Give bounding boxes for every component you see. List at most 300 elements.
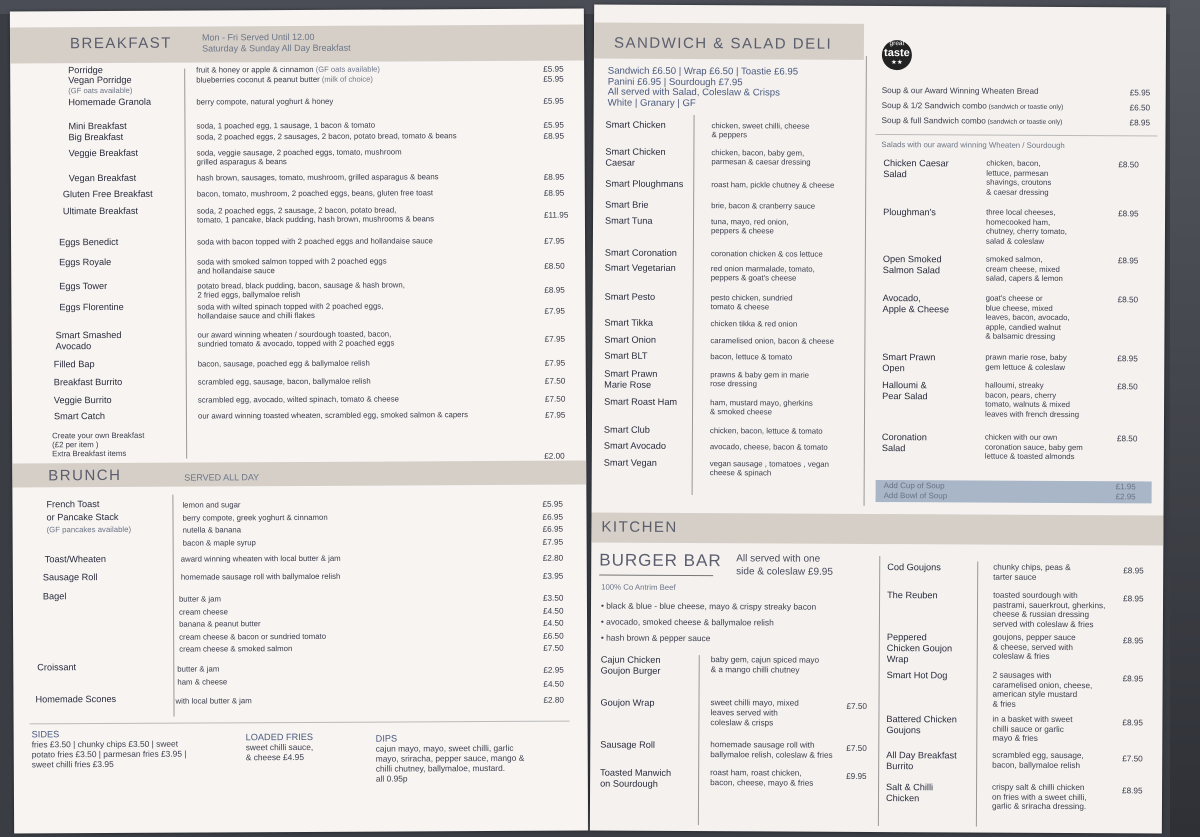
kitchen-item-desc: garlic & sriracha dressing. bbox=[991, 801, 1087, 812]
dips-line: mayo, sriracha, pepper sauce, mango & bbox=[375, 752, 525, 764]
sandwich-desc: ham, mustard mayo, gherkins bbox=[710, 398, 813, 408]
salad-name: Chicken Caesar bbox=[883, 158, 949, 169]
salad-desc: leaves with french dressing bbox=[985, 409, 1080, 419]
kitchen-item-name: Smart Hot Dog bbox=[886, 670, 948, 681]
sausage-roll-price: £3.95 bbox=[542, 571, 564, 581]
kitchen-item-name: Chicken bbox=[885, 793, 920, 804]
loaded-fries-line: & cheese £4.95 bbox=[245, 751, 305, 763]
salad-name: Salad bbox=[881, 443, 906, 454]
breakfast-item-price: £11.95 bbox=[543, 210, 569, 220]
breakfast-item-price: £5.95 bbox=[543, 74, 564, 84]
breakfast-item-desc: scrambled egg, avocado, wilted spinach, tomato & cheese bbox=[197, 394, 400, 405]
kitchen-item-price: £8.95 bbox=[1122, 674, 1144, 684]
breakfast-item-price: £5.95 bbox=[543, 64, 564, 74]
salad-desc: chutney, cherry tomato, bbox=[985, 226, 1067, 236]
breakfast-item-desc: soda with bacon topped with 2 poached eggs and hollandaise sauce bbox=[197, 236, 433, 247]
sandwich-desc: caramelised onion, bacon & cheese bbox=[710, 336, 834, 346]
kitchen-item-name: All Day Breakfast bbox=[886, 750, 957, 761]
sandwich-name: Marie Rose bbox=[604, 379, 652, 390]
create-own-line-2: (£2 per item ) bbox=[52, 440, 99, 450]
sausage-roll-desc: homemade sausage roll with ballymaloe relish bbox=[180, 571, 341, 582]
breakfast-item-name: Gluten Free Breakfast bbox=[62, 188, 153, 200]
breakfast-hours-1: Mon - Fri Served Until 12.00 bbox=[201, 31, 315, 43]
breakfast-item-price: £7.95 bbox=[544, 358, 566, 368]
salad-price: £8.50 bbox=[1116, 434, 1138, 444]
brunch-title: BRUNCH bbox=[48, 466, 122, 485]
salad-name: Salad bbox=[883, 169, 907, 180]
salad-desc: gem lettuce & coleslaw bbox=[985, 362, 1066, 372]
sandwich-desc: tuna, mayo, red onion, bbox=[711, 217, 789, 227]
kitchen-item-desc: ballymaloe relish, coleslaw & fries bbox=[710, 750, 833, 760]
breakfast-item-desc: bacon, sausage, poached egg & ballymaloe relish bbox=[197, 358, 370, 369]
croissant-option: butter & jam bbox=[177, 664, 220, 674]
salad-desc: lettuce, parmesan bbox=[986, 168, 1049, 178]
kitchen-item-desc: scrambled egg, sausage, bbox=[992, 750, 1084, 761]
breakfast-item-desc: sundried tomato & avocado, topped with 2 poached eggs bbox=[197, 338, 395, 349]
french-toast-price: £5.95 bbox=[542, 499, 563, 509]
kitchen-item-desc: sweet chilli mayo, mixed bbox=[710, 698, 799, 708]
deli-divider bbox=[692, 115, 695, 495]
dips-line: chilli chutney, ballymaloe, mustard. bbox=[375, 762, 506, 774]
breakfast-divider bbox=[184, 69, 187, 459]
salad-price: £8.50 bbox=[1117, 295, 1139, 305]
breakfast-item-desc: soda, veggie sausage, 2 poached eggs, tomato, mushroom bbox=[196, 147, 402, 158]
sandwich-name: Smart Prawn bbox=[604, 368, 658, 379]
sandwich-name: Smart Coronation bbox=[604, 247, 677, 258]
kitchen-item-desc: in a basket with sweet bbox=[992, 714, 1073, 725]
bagel-option: banana & peanut butter bbox=[179, 619, 261, 629]
sandwich-name: Smart Ploughmans bbox=[605, 178, 684, 189]
sandwich-desc: prawns & baby gem in marie bbox=[710, 370, 810, 380]
salad-name: Pear Salad bbox=[882, 391, 928, 402]
sandwich-desc: & peppers bbox=[711, 130, 748, 140]
breakfast-item-price: £8.95 bbox=[543, 172, 565, 182]
addon-cup-label: Add Cup of Soup bbox=[883, 481, 945, 491]
sides-divider bbox=[30, 721, 570, 725]
kitchen-right-divider bbox=[976, 562, 978, 827]
sandwich-name: Smart Onion bbox=[604, 334, 657, 345]
breakfast-item-price: £5.95 bbox=[543, 120, 564, 130]
bagel-option: cream cheese bbox=[178, 606, 229, 617]
breakfast-item-name: Smart Catch bbox=[53, 411, 106, 422]
soup-addon-box bbox=[876, 480, 1152, 503]
salad-desc: three local cheeses, bbox=[986, 207, 1056, 217]
kitchen-item-price: £8.95 bbox=[1123, 594, 1144, 604]
breakfast-item-desc: our award winning wheaten / sourdough toasted, bacon, bbox=[197, 329, 392, 340]
create-own-line-1: Create your own Breakfast bbox=[52, 430, 145, 441]
salad-desc: & caesar dressing bbox=[986, 187, 1049, 197]
sandwich-desc: avocado, cheese, bacon & tomato bbox=[709, 442, 828, 452]
breakfast-item-note: (milk of choice) bbox=[319, 74, 373, 84]
sandwich-desc: vegan sausage , tomatoes , vegan bbox=[709, 459, 829, 469]
breakfast-item-name: (GF oats available) bbox=[68, 85, 133, 96]
salad-name: Open bbox=[882, 363, 905, 374]
badge-main-text: taste bbox=[884, 47, 910, 60]
deli-title: SANDWICH & SALAD DELI bbox=[613, 34, 833, 53]
salad-name: Apple & Cheese bbox=[882, 304, 950, 315]
soup-option: Soup & 1/2 Sandwich combo (sandwich or toastie only) bbox=[881, 101, 1064, 111]
breakfast-item-price: £7.95 bbox=[544, 410, 566, 420]
sandwich-desc: chicken, bacon, baby gem, bbox=[711, 148, 805, 158]
kitchen-item-name: Burrito bbox=[886, 761, 914, 772]
bagel-price: £6.50 bbox=[543, 631, 564, 641]
salad-desc: lettuce & toasted almonds bbox=[984, 451, 1075, 462]
breakfast-item-price: £7.50 bbox=[544, 376, 566, 386]
sandwich-desc: chicken, bacon, lettuce & tomato bbox=[709, 426, 823, 436]
sides-title: SIDES bbox=[31, 729, 60, 740]
breakfast-item-desc: tomato, 1 pancake, black pudding, hash brown, mushrooms & beans bbox=[196, 214, 435, 225]
breakfast-item-desc: soda with wilted spinach topped with 2 poached eggs, bbox=[197, 301, 384, 312]
kitchen-item-desc: mayo & fries bbox=[992, 733, 1038, 743]
kitchen-item-price: £9.95 bbox=[846, 771, 867, 781]
breakfast-item-desc: hash brown, sausages, tomato, mushroom, grilled asparagus & beans bbox=[196, 172, 439, 183]
salad-desc: blue cheese, mixed bbox=[985, 303, 1053, 313]
beef-note: 100% Co Antrim Beef bbox=[601, 582, 676, 592]
sandwich-desc: roast ham, pickle chutney & cheese bbox=[711, 180, 835, 190]
breakfast-item-desc: soda with smoked salmon topped with 2 poached eggs bbox=[197, 256, 387, 267]
breakfast-item-price: £7.50 bbox=[544, 394, 566, 404]
sandwich-desc: red onion marmalade, tomato, bbox=[710, 264, 815, 274]
kitchen-item-desc: baby gem, cajun spiced mayo bbox=[710, 655, 820, 665]
kitchen-item-name: Goujons bbox=[886, 725, 921, 736]
kitchen-item-desc: crispy salt & chilli chicken bbox=[992, 782, 1085, 793]
kitchen-item-price: £8.95 bbox=[1122, 636, 1144, 646]
breakfast-item-name: Smart Smashed bbox=[55, 329, 122, 341]
breakfast-item-price: £8.95 bbox=[544, 285, 565, 295]
breakfast-item-price: £8.50 bbox=[544, 261, 565, 271]
kitchen-item-price: £8.95 bbox=[1122, 718, 1143, 728]
sides-line: potato fries £3.50 | parmesan fries £3.95 | bbox=[31, 748, 187, 760]
kitchen-item-name: Toasted Manwich bbox=[600, 767, 672, 778]
breakfast-item-name: Eggs Benedict bbox=[59, 236, 119, 248]
kitchen-item-desc: & a mango chilli chutney bbox=[710, 665, 800, 675]
kitchen-item-desc: toasted sourdough with bbox=[993, 590, 1078, 601]
sandwich-name: Smart Vegetarian bbox=[604, 262, 676, 273]
burger-option: • black & blue - blue cheese, mayo & crispy streaky bacon bbox=[600, 600, 817, 612]
french-toast-price: £6.95 bbox=[542, 524, 564, 534]
breakfast-item-price: £7.95 bbox=[544, 236, 565, 246]
bagel-option: butter & jam bbox=[178, 594, 222, 604]
kitchen-item-name: on Sourdough bbox=[600, 778, 658, 789]
kitchen-item-name: Battered Chicken bbox=[886, 714, 957, 725]
kitchen-title: KITCHEN bbox=[601, 518, 678, 536]
breakfast-item-desc: grilled asparagus & beans bbox=[196, 157, 287, 167]
croissant-price: £4.50 bbox=[543, 679, 564, 689]
salads-header: Salads with our award winning Wheaten / Sourdough bbox=[881, 140, 1065, 150]
soup-option: Soup & our Award Winning Wheaten Bread bbox=[881, 86, 1039, 96]
breakfast-item-name: Eggs Tower bbox=[59, 281, 108, 292]
salad-desc: goat's cheese or bbox=[985, 293, 1043, 303]
sandwich-desc: cheese & spinach bbox=[709, 468, 772, 478]
breakfast-title: BREAKFAST bbox=[69, 34, 172, 53]
kitchen-item-desc: & cheese, served with bbox=[992, 642, 1073, 652]
salad-desc: chicken with our own bbox=[984, 432, 1058, 442]
sandwich-name: Smart Club bbox=[603, 424, 650, 435]
bagel-price: £4.50 bbox=[543, 618, 564, 628]
croissant-price: £2.95 bbox=[543, 665, 564, 675]
breakfast-item-price: £7.95 bbox=[544, 334, 566, 344]
french-toast-option: berry compote, greek yoghurt & cinnamon bbox=[182, 512, 328, 523]
breakfast-item-name: Breakfast Burrito bbox=[53, 376, 123, 388]
kitchen-item-name: Sausage Roll bbox=[600, 739, 655, 750]
sandwich-desc: peppers & goat's cheese bbox=[710, 273, 797, 283]
breakfast-item-name: Vegan Porridge bbox=[68, 74, 132, 86]
breakfast-item-desc: and hollandaise sauce bbox=[197, 266, 275, 276]
kitchen-item-desc: chunky chips, peas & bbox=[993, 562, 1071, 573]
badge-top-text: great bbox=[889, 40, 905, 48]
bagel-name: Bagel bbox=[42, 591, 67, 602]
burger-served-1: All served with one bbox=[736, 553, 821, 565]
salad-desc: salad, capers & lemon bbox=[985, 273, 1063, 283]
salad-name: Smart Prawn bbox=[882, 352, 936, 363]
salad-desc: leaves, bacon, avocado, bbox=[985, 312, 1070, 323]
kitchen-item-price: £7.50 bbox=[1122, 754, 1143, 764]
soup-note: (sandwich or toastie only) bbox=[985, 118, 1063, 126]
kitchen-item-name: Goujon Burger bbox=[600, 665, 661, 676]
scones-desc: with local butter & jam bbox=[175, 696, 252, 706]
dips-title: DIPS bbox=[375, 733, 398, 744]
kitchen-item-name: Goujon Wrap bbox=[600, 697, 655, 708]
salad-price: £8.95 bbox=[1118, 209, 1139, 219]
sandwich-name: Smart Chicken bbox=[605, 119, 666, 130]
burger-served-2: side & coleslaw £9.95 bbox=[736, 566, 833, 578]
breakfast-item-name: Filled Bap bbox=[53, 359, 95, 370]
french-toast-note: (GF pancakes available) bbox=[46, 524, 132, 535]
bagel-option: cream cheese & bacon or sundried tomato bbox=[179, 631, 327, 642]
burger-option: • hash brown & pepper sauce bbox=[600, 632, 711, 644]
salad-desc: smoked salmon, bbox=[985, 254, 1043, 264]
badge-stars: ★★ bbox=[891, 59, 903, 67]
scones-price: £2.80 bbox=[543, 695, 564, 705]
breakfast-item-desc: soda, 2 poached eggs, 2 sausages, 2 bacon, potato bread, tomato & beans bbox=[196, 131, 457, 142]
breakfast-item-name: Big Breakfast bbox=[68, 131, 124, 143]
bagel-price: £7.50 bbox=[543, 643, 564, 653]
kitchen-item-desc: 2 sausages with bbox=[992, 670, 1052, 680]
breakfast-item-price: £8.95 bbox=[543, 131, 565, 141]
breakfast-item-desc: berry compote, natural yoghurt & honey bbox=[196, 96, 334, 107]
breakfast-item-name: Mini Breakfast bbox=[68, 120, 127, 132]
kitchen-item-desc: goujons, pepper sauce bbox=[992, 632, 1076, 643]
sausage-roll-name: Sausage Roll bbox=[42, 572, 98, 583]
breakfast-item-desc: bacon, tomato, mushroom, 2 poached eggs, beans, gluten free toast bbox=[196, 188, 434, 199]
salad-name: Ploughman's bbox=[883, 207, 936, 218]
sandwich-name: Smart Pesto bbox=[604, 291, 656, 302]
croissant-name: Croissant bbox=[37, 662, 77, 673]
breakfast-item-price: £7.95 bbox=[544, 306, 565, 316]
salad-price: £8.50 bbox=[1117, 382, 1138, 392]
breakfast-item-name: Ultimate Breakfast bbox=[62, 205, 138, 217]
sandwich-name: Smart Roast Ham bbox=[604, 396, 678, 407]
kitchen-item-desc: coleslaw & crisps bbox=[710, 718, 774, 728]
great-taste-badge bbox=[882, 40, 912, 70]
kitchen-item-price: £7.50 bbox=[846, 701, 868, 711]
sandwich-name: Caesar bbox=[605, 157, 635, 168]
breakfast-item-desc: soda, 1 poached egg, 1 sausage, 1 bacon & tomato bbox=[196, 120, 376, 131]
kitchen-item-name: Peppered bbox=[886, 632, 927, 643]
kitchen-mid-divider bbox=[878, 556, 880, 826]
breakfast-item-desc: scrambled egg, sausage, bacon, ballymaloe relish bbox=[197, 376, 371, 387]
breakfast-item-price: £5.95 bbox=[543, 96, 564, 106]
breakfast-item-name: Veggie Burrito bbox=[53, 394, 112, 406]
kitchen-item-name: Wrap bbox=[886, 654, 909, 665]
french-toast-name: or Pancake Stack bbox=[46, 511, 119, 523]
soup-note: (sandwich or toastie only) bbox=[986, 103, 1064, 111]
breakfast-item-name: Eggs Florentine bbox=[59, 301, 124, 313]
deli-price-line: White | Granary | GF bbox=[607, 97, 696, 109]
breakfast-item-name: Vegan Breakfast bbox=[68, 172, 137, 184]
croissant-option: ham & cheese bbox=[177, 677, 228, 687]
kitchen-item-price: £7.50 bbox=[846, 743, 867, 753]
salad-desc: coronation sauce, baby gem bbox=[984, 442, 1083, 452]
brunch-subtitle: SERVED ALL DAY bbox=[184, 472, 260, 483]
sandwich-desc: tomato & cheese bbox=[710, 302, 770, 312]
breakfast-hours-2: Saturday & Sunday All Day Breakfast bbox=[202, 42, 351, 54]
salad-desc: homecooked ham, bbox=[986, 217, 1051, 227]
breakfast-item-name: Homemade Granola bbox=[68, 96, 152, 108]
salad-desc: cream cheese, mixed bbox=[985, 264, 1060, 274]
bagel-price: £4.50 bbox=[542, 606, 564, 616]
french-toast-option: nutella & banana bbox=[182, 525, 242, 535]
salad-name: Coronation bbox=[881, 432, 927, 443]
breakfast-item-name: Avocado bbox=[55, 341, 92, 352]
kitchen-item-name: Chicken Goujon bbox=[886, 643, 953, 654]
french-toast-option: lemon and sugar bbox=[182, 500, 241, 510]
scones-name: Homemade Scones bbox=[35, 693, 117, 705]
sandwich-name: Smart Chicken bbox=[605, 146, 666, 157]
toast-desc: award winning wheaten with local butter & jam bbox=[180, 553, 341, 564]
breakfast-item-desc: fruit & honey or apple & cinnamon (GF oats available) bbox=[196, 64, 380, 75]
salad-desc: apple, candied walnut bbox=[985, 322, 1061, 332]
brunch-divider bbox=[172, 495, 174, 717]
menu-page-left bbox=[10, 9, 588, 834]
addon-bowl-label: Add Bowl of Soup bbox=[883, 491, 948, 501]
kitchen-item-desc: homemade sausage roll with bbox=[710, 740, 815, 750]
loaded-fries-line: sweet chilli sauce, bbox=[245, 741, 314, 753]
sandwich-name: Smart Brie bbox=[605, 199, 649, 210]
deli-price-line: Panini £6.95 | Sourdough £7.95 bbox=[607, 76, 743, 88]
bagel-option: cream cheese & smoked salmon bbox=[179, 644, 293, 654]
breakfast-item-name: Porridge bbox=[68, 65, 103, 76]
salad-desc: chicken, bacon, bbox=[986, 158, 1041, 168]
bagel-price: £3.50 bbox=[542, 593, 564, 603]
deli-salad-divider bbox=[864, 56, 867, 506]
kitchen-item-desc: cheese & russian dressing bbox=[992, 609, 1090, 620]
breakfast-item-desc: 2 fried eggs, ballymaloe relish bbox=[197, 289, 301, 300]
breakfast-item-desc: potato bread, black pudding, bacon, sausage & hash brown, bbox=[197, 280, 405, 291]
dips-line: cajun mayo, mayo, sweet chilli, garlic bbox=[375, 742, 514, 754]
addon-bowl-price: £2.95 bbox=[1115, 492, 1136, 502]
kitchen-item-desc: american style mustard bbox=[992, 689, 1078, 700]
sandwich-desc: coronation chicken & cos lettuce bbox=[710, 249, 823, 259]
sandwich-name: Smart Tikka bbox=[604, 317, 654, 328]
salad-price: £8.50 bbox=[1118, 160, 1139, 170]
sandwich-desc: pesto chicken, sundried bbox=[710, 293, 793, 303]
breakfast-item-desc: blueberries coconut & peanut butter (milk of choice) bbox=[196, 74, 373, 85]
breakfast-item-name: Veggie Breakfast bbox=[68, 147, 139, 159]
kitchen-item-desc: bacon, ballymaloe relish bbox=[992, 760, 1081, 770]
salad-name: Open Smoked bbox=[882, 254, 942, 265]
deli-price-line: Sandwich £6.50 | Wrap £6.50 | Toastie £6.95 bbox=[607, 65, 799, 78]
breakfast-item-name: Eggs Royale bbox=[59, 256, 112, 268]
french-toast-price: £6.95 bbox=[542, 512, 564, 522]
sandwich-desc: chicken tikka & red onion bbox=[710, 319, 798, 329]
sandwich-name: Smart Avocado bbox=[603, 440, 667, 451]
sandwich-desc: chicken, sweet chilli, cheese bbox=[711, 121, 810, 131]
deli-price-line: All served with Salad, Coleslaw & Crisps bbox=[607, 86, 780, 99]
sandwich-desc: & smoked cheese bbox=[710, 407, 773, 417]
burger-bar-title: BURGER BAR bbox=[599, 550, 722, 571]
salad-desc: prawn marie rose, baby bbox=[985, 352, 1067, 362]
salad-name: Salmon Salad bbox=[882, 265, 941, 276]
soup-price: £5.95 bbox=[1129, 88, 1151, 98]
background-edge bbox=[1170, 0, 1200, 837]
kitchen-item-desc: served with coleslaw & fries bbox=[992, 619, 1094, 629]
kitchen-item-desc: caramelised onion, cheese, bbox=[992, 680, 1093, 690]
salad-desc: tomato, walnuts & mixed bbox=[985, 399, 1071, 410]
kitchen-item-desc: roast ham, roast chicken, bbox=[710, 768, 802, 778]
burger-underline bbox=[599, 575, 713, 577]
dips-line: all 0.95p bbox=[375, 773, 408, 784]
french-toast-name: French Toast bbox=[46, 499, 100, 510]
salad-name: Halloumi & bbox=[882, 380, 927, 391]
kitchen-item-desc: coleslaw & fries bbox=[992, 651, 1050, 661]
create-own-price: £2.00 bbox=[544, 451, 565, 461]
create-own-line-3: Extra Breakfast items bbox=[52, 448, 127, 459]
kitchen-item-name: Cajun Chicken bbox=[600, 654, 661, 665]
sandwich-desc: rose dressing bbox=[710, 379, 758, 389]
kitchen-item-desc: tarter sauce bbox=[993, 572, 1037, 582]
salad-desc: halloumi, streaky bbox=[985, 380, 1044, 390]
kitchen-item-desc: leaves served with bbox=[710, 708, 778, 718]
breakfast-item-desc: soda, 2 poached eggs, 2 sausage, 2 bacon, potato bread, bbox=[196, 205, 397, 216]
sandwich-name: Smart Tuna bbox=[605, 215, 653, 226]
salad-price: £8.95 bbox=[1117, 354, 1138, 364]
kitchen-item-name: The Reuben bbox=[887, 590, 938, 601]
menu-page-right bbox=[590, 5, 1166, 834]
breakfast-item-price: £8.95 bbox=[543, 188, 565, 198]
addon-cup-price: £1.95 bbox=[1115, 482, 1136, 492]
sides-line: fries £3.50 | chunky chips £3.50 | sweet bbox=[31, 738, 179, 750]
soup-divider bbox=[875, 134, 1157, 136]
kitchen-item-price: £8.95 bbox=[1122, 786, 1143, 796]
sandwich-desc: parmesan & caesar dressing bbox=[711, 157, 811, 167]
salad-desc: bacon, pears, cherry bbox=[985, 390, 1057, 400]
salad-desc: & balsamic dressing bbox=[985, 331, 1056, 341]
sandwich-desc: brie, bacon & cranberry sauce bbox=[711, 201, 816, 211]
salad-desc: salad & coleslaw bbox=[985, 236, 1045, 246]
french-toast-price: £7.95 bbox=[542, 537, 564, 547]
sandwich-desc: bacon, lettuce & tomato bbox=[710, 352, 793, 362]
soup-price: £8.95 bbox=[1129, 118, 1151, 128]
soup-option: Soup & full Sandwich combo (sandwich or toastie only) bbox=[881, 116, 1063, 126]
kitchen-item-desc: & fries bbox=[992, 699, 1016, 709]
sandwich-name: Smart Vegan bbox=[603, 457, 657, 468]
breakfast-item-desc: hollandaise sauce and chilli flakes bbox=[197, 310, 315, 321]
toast-price: £2.80 bbox=[542, 553, 564, 563]
loaded-fries-title: LOADED FRIES bbox=[245, 731, 314, 743]
burger-option: • avocado, smoked cheese & ballymaloe relish bbox=[600, 616, 774, 628]
kitchen-item-desc: chilli sauce or garlic bbox=[992, 724, 1064, 734]
kitchen-item-name: Cod Goujons bbox=[887, 562, 941, 573]
salad-desc: shavings, croutons bbox=[986, 177, 1052, 187]
sides-line: sweet chilli fries £3.95 bbox=[31, 758, 114, 770]
breakfast-item-desc: our award winning toasted wheaten, scrambled egg, smoked salmon & capers bbox=[197, 410, 469, 421]
toast-name: Toast/Wheaten bbox=[44, 554, 107, 565]
kitchen-item-desc: on fries with a sweet chilli, bbox=[992, 792, 1087, 802]
kitchen-divider bbox=[698, 655, 700, 825]
breakfast-item-note: (GF oats available) bbox=[313, 64, 380, 74]
soup-price: £6.50 bbox=[1129, 103, 1151, 113]
